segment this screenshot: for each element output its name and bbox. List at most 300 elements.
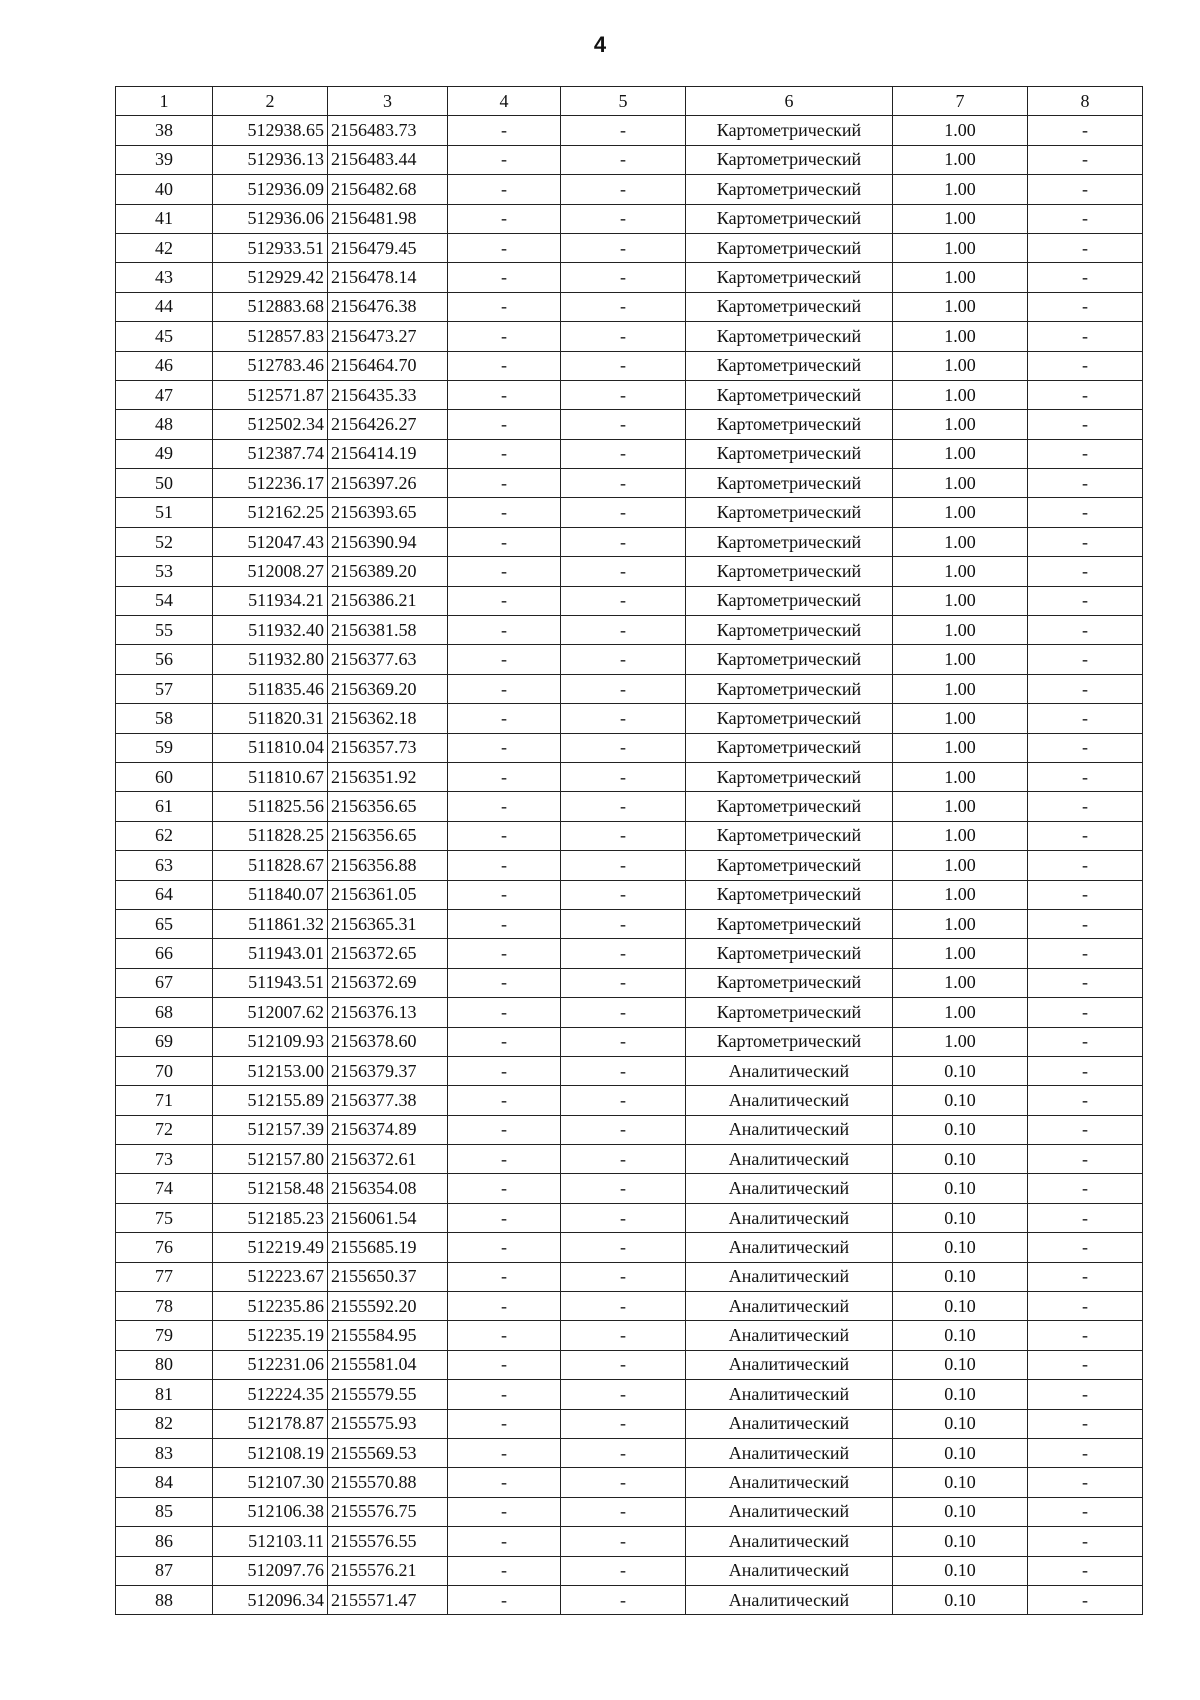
col-8-value: - (1028, 351, 1143, 380)
col-8-value: - (1028, 469, 1143, 498)
y-coordinate: 2156390.94 (328, 527, 448, 556)
col-5-value: - (561, 1321, 686, 1350)
col-5-value: - (561, 322, 686, 351)
method: Картометрический (686, 498, 893, 527)
col-4-value: - (448, 1292, 561, 1321)
point-number: 45 (116, 322, 213, 351)
col-5-value: - (561, 704, 686, 733)
method: Картометрический (686, 645, 893, 674)
col-4-value: - (448, 1115, 561, 1144)
column-header-3: 3 (328, 87, 448, 116)
col-8-value: - (1028, 175, 1143, 204)
method: Картометрический (686, 292, 893, 321)
y-coordinate: 2156473.27 (328, 322, 448, 351)
accuracy: 1.00 (893, 586, 1028, 615)
point-number: 42 (116, 233, 213, 262)
col-4-value: - (448, 645, 561, 674)
col-8-value: - (1028, 233, 1143, 262)
x-coordinate: 512387.74 (213, 439, 328, 468)
col-5-value: - (561, 1115, 686, 1144)
column-header-2: 2 (213, 87, 328, 116)
col-8-value: - (1028, 322, 1143, 351)
method: Картометрический (686, 733, 893, 762)
col-5-value: - (561, 145, 686, 174)
col-5-value: - (561, 1380, 686, 1409)
x-coordinate: 512178.87 (213, 1409, 328, 1438)
accuracy: 1.00 (893, 851, 1028, 880)
x-coordinate: 512109.93 (213, 1027, 328, 1056)
y-coordinate: 2156365.31 (328, 909, 448, 938)
point-number: 86 (116, 1527, 213, 1556)
col-8-value: - (1028, 1438, 1143, 1467)
point-number: 84 (116, 1468, 213, 1497)
x-coordinate: 512929.42 (213, 263, 328, 292)
col-8-value: - (1028, 1174, 1143, 1203)
col-4-value: - (448, 674, 561, 703)
method: Аналитический (686, 1292, 893, 1321)
method: Картометрический (686, 939, 893, 968)
table-row (116, 351, 1143, 380)
col-8-value: - (1028, 1233, 1143, 1262)
table-row (116, 1203, 1143, 1232)
method: Аналитический (686, 1233, 893, 1262)
table-row (116, 263, 1143, 292)
col-8-value: - (1028, 1321, 1143, 1350)
table-row (116, 233, 1143, 262)
accuracy: 1.00 (893, 1027, 1028, 1056)
col-8-value: - (1028, 1145, 1143, 1174)
y-coordinate: 2156377.63 (328, 645, 448, 674)
y-coordinate: 2155584.95 (328, 1321, 448, 1350)
method: Аналитический (686, 1585, 893, 1614)
accuracy: 1.00 (893, 498, 1028, 527)
col-8-value: - (1028, 998, 1143, 1027)
accuracy: 0.10 (893, 1262, 1028, 1291)
y-coordinate: 2156372.61 (328, 1145, 448, 1174)
col-5-value: - (561, 1233, 686, 1262)
col-4-value: - (448, 1233, 561, 1262)
point-number: 82 (116, 1409, 213, 1438)
accuracy: 0.10 (893, 1233, 1028, 1262)
x-coordinate: 511943.51 (213, 968, 328, 997)
accuracy: 1.00 (893, 616, 1028, 645)
accuracy: 1.00 (893, 527, 1028, 556)
col-5-value: - (561, 1292, 686, 1321)
col-8-value: - (1028, 1350, 1143, 1379)
x-coordinate: 511835.46 (213, 674, 328, 703)
col-4-value: - (448, 998, 561, 1027)
col-5-value: - (561, 851, 686, 880)
point-number: 65 (116, 909, 213, 938)
y-coordinate: 2155570.88 (328, 1468, 448, 1497)
accuracy: 0.10 (893, 1438, 1028, 1467)
y-coordinate: 2156377.38 (328, 1086, 448, 1115)
table-row (116, 380, 1143, 409)
x-coordinate: 512883.68 (213, 292, 328, 321)
table-row (116, 880, 1143, 909)
y-coordinate: 2156393.65 (328, 498, 448, 527)
col-4-value: - (448, 1321, 561, 1350)
table-row (116, 204, 1143, 233)
col-8-value: - (1028, 674, 1143, 703)
table-row (116, 1174, 1143, 1203)
accuracy: 1.00 (893, 322, 1028, 351)
col-8-value: - (1028, 1086, 1143, 1115)
col-5-value: - (561, 439, 686, 468)
col-5-value: - (561, 880, 686, 909)
x-coordinate: 512106.38 (213, 1497, 328, 1526)
y-coordinate: 2156351.92 (328, 762, 448, 791)
point-number: 71 (116, 1086, 213, 1115)
col-5-value: - (561, 557, 686, 586)
col-5-value: - (561, 410, 686, 439)
method: Картометрический (686, 1027, 893, 1056)
y-coordinate: 2156481.98 (328, 204, 448, 233)
col-4-value: - (448, 145, 561, 174)
col-5-value: - (561, 1527, 686, 1556)
col-8-value: - (1028, 1468, 1143, 1497)
y-coordinate: 2156386.21 (328, 586, 448, 615)
col-4-value: - (448, 1174, 561, 1203)
x-coordinate: 512502.34 (213, 410, 328, 439)
col-4-value: - (448, 410, 561, 439)
method: Картометрический (686, 851, 893, 880)
table-row (116, 1409, 1143, 1438)
method: Картометрический (686, 880, 893, 909)
method: Картометрический (686, 175, 893, 204)
accuracy: 0.10 (893, 1380, 1028, 1409)
point-number: 52 (116, 527, 213, 556)
accuracy: 0.10 (893, 1174, 1028, 1203)
col-4-value: - (448, 1527, 561, 1556)
point-number: 75 (116, 1203, 213, 1232)
col-5-value: - (561, 1585, 686, 1614)
point-number: 62 (116, 821, 213, 850)
table-row (116, 1056, 1143, 1085)
table-row (116, 527, 1143, 556)
col-8-value: - (1028, 1292, 1143, 1321)
method: Картометрический (686, 263, 893, 292)
table-row (116, 909, 1143, 938)
y-coordinate: 2156362.18 (328, 704, 448, 733)
point-number: 54 (116, 586, 213, 615)
col-8-value: - (1028, 263, 1143, 292)
method: Аналитический (686, 1527, 893, 1556)
x-coordinate: 512096.34 (213, 1585, 328, 1614)
y-coordinate: 2156397.26 (328, 469, 448, 498)
method: Аналитический (686, 1380, 893, 1409)
x-coordinate: 512097.76 (213, 1556, 328, 1585)
y-coordinate: 2156379.37 (328, 1056, 448, 1085)
col-4-value: - (448, 1056, 561, 1085)
col-5-value: - (561, 263, 686, 292)
col-4-value: - (448, 263, 561, 292)
point-number: 50 (116, 469, 213, 498)
method: Аналитический (686, 1262, 893, 1291)
col-8-value: - (1028, 527, 1143, 556)
col-4-value: - (448, 292, 561, 321)
col-5-value: - (561, 674, 686, 703)
col-5-value: - (561, 1056, 686, 1085)
accuracy: 0.10 (893, 1409, 1028, 1438)
col-4-value: - (448, 1086, 561, 1115)
method: Аналитический (686, 1321, 893, 1350)
table-row (116, 1468, 1143, 1497)
accuracy: 1.00 (893, 469, 1028, 498)
accuracy: 0.10 (893, 1292, 1028, 1321)
col-5-value: - (561, 1438, 686, 1467)
col-5-value: - (561, 469, 686, 498)
x-coordinate: 512571.87 (213, 380, 328, 409)
point-number: 48 (116, 410, 213, 439)
table-row (116, 1262, 1143, 1291)
x-coordinate: 512047.43 (213, 527, 328, 556)
method: Аналитический (686, 1409, 893, 1438)
point-number: 81 (116, 1380, 213, 1409)
col-4-value: - (448, 1350, 561, 1379)
col-5-value: - (561, 1350, 686, 1379)
method: Аналитический (686, 1056, 893, 1085)
table-row (116, 821, 1143, 850)
point-number: 60 (116, 762, 213, 791)
x-coordinate: 512107.30 (213, 1468, 328, 1497)
accuracy: 1.00 (893, 939, 1028, 968)
col-8-value: - (1028, 1497, 1143, 1526)
col-5-value: - (561, 292, 686, 321)
col-8-value: - (1028, 704, 1143, 733)
table-row (116, 1086, 1143, 1115)
table-row (116, 968, 1143, 997)
col-5-value: - (561, 968, 686, 997)
y-coordinate: 2155575.93 (328, 1409, 448, 1438)
x-coordinate: 512857.83 (213, 322, 328, 351)
col-4-value: - (448, 1585, 561, 1614)
x-coordinate: 511932.80 (213, 645, 328, 674)
y-coordinate: 2155579.55 (328, 1380, 448, 1409)
col-4-value: - (448, 1203, 561, 1232)
col-8-value: - (1028, 1585, 1143, 1614)
method: Аналитический (686, 1438, 893, 1467)
table-row (116, 1497, 1143, 1526)
accuracy: 1.00 (893, 674, 1028, 703)
table-row (116, 116, 1143, 145)
x-coordinate: 512155.89 (213, 1086, 328, 1115)
accuracy: 0.10 (893, 1350, 1028, 1379)
col-4-value: - (448, 557, 561, 586)
y-coordinate: 2156374.89 (328, 1115, 448, 1144)
x-coordinate: 512007.62 (213, 998, 328, 1027)
table-row (116, 645, 1143, 674)
x-coordinate: 512936.13 (213, 145, 328, 174)
col-5-value: - (561, 1468, 686, 1497)
x-coordinate: 511820.31 (213, 704, 328, 733)
accuracy: 1.00 (893, 998, 1028, 1027)
y-coordinate: 2156372.69 (328, 968, 448, 997)
col-8-value: - (1028, 292, 1143, 321)
x-coordinate: 511934.21 (213, 586, 328, 615)
col-4-value: - (448, 1027, 561, 1056)
y-coordinate: 2155650.37 (328, 1262, 448, 1291)
x-coordinate: 511840.07 (213, 880, 328, 909)
col-5-value: - (561, 233, 686, 262)
col-5-value: - (561, 792, 686, 821)
col-4-value: - (448, 527, 561, 556)
col-4-value: - (448, 1497, 561, 1526)
col-4-value: - (448, 821, 561, 850)
point-number: 66 (116, 939, 213, 968)
method: Картометрический (686, 557, 893, 586)
col-5-value: - (561, 175, 686, 204)
y-coordinate: 2156369.20 (328, 674, 448, 703)
method: Картометрический (686, 116, 893, 145)
column-header-8: 8 (1028, 87, 1143, 116)
table-row (116, 1585, 1143, 1614)
method: Картометрический (686, 762, 893, 791)
col-4-value: - (448, 762, 561, 791)
method: Аналитический (686, 1115, 893, 1144)
y-coordinate: 2156435.33 (328, 380, 448, 409)
col-5-value: - (561, 762, 686, 791)
method: Картометрический (686, 233, 893, 262)
x-coordinate: 511932.40 (213, 616, 328, 645)
x-coordinate: 512224.35 (213, 1380, 328, 1409)
method: Картометрический (686, 527, 893, 556)
col-8-value: - (1028, 204, 1143, 233)
point-number: 61 (116, 792, 213, 821)
accuracy: 0.10 (893, 1585, 1028, 1614)
point-number: 64 (116, 880, 213, 909)
accuracy: 0.10 (893, 1497, 1028, 1526)
column-header-4: 4 (448, 87, 561, 116)
y-coordinate: 2156483.44 (328, 145, 448, 174)
y-coordinate: 2156354.08 (328, 1174, 448, 1203)
y-coordinate: 2155592.20 (328, 1292, 448, 1321)
col-4-value: - (448, 792, 561, 821)
y-coordinate: 2156479.45 (328, 233, 448, 262)
accuracy: 1.00 (893, 292, 1028, 321)
col-8-value: - (1028, 909, 1143, 938)
method: Картометрический (686, 674, 893, 703)
accuracy: 0.10 (893, 1115, 1028, 1144)
y-coordinate: 2156356.88 (328, 851, 448, 880)
point-number: 56 (116, 645, 213, 674)
col-4-value: - (448, 469, 561, 498)
column-header-7: 7 (893, 87, 1028, 116)
col-5-value: - (561, 821, 686, 850)
col-5-value: - (561, 733, 686, 762)
col-8-value: - (1028, 380, 1143, 409)
point-number: 68 (116, 998, 213, 1027)
header-row (116, 87, 1143, 116)
col-5-value: - (561, 1409, 686, 1438)
accuracy: 1.00 (893, 380, 1028, 409)
x-coordinate: 512938.65 (213, 116, 328, 145)
col-5-value: - (561, 1556, 686, 1585)
col-8-value: - (1028, 1056, 1143, 1085)
accuracy: 0.10 (893, 1321, 1028, 1350)
accuracy: 1.00 (893, 645, 1028, 674)
x-coordinate: 512219.49 (213, 1233, 328, 1262)
y-coordinate: 2155581.04 (328, 1350, 448, 1379)
col-5-value: - (561, 1174, 686, 1203)
point-number: 85 (116, 1497, 213, 1526)
col-4-value: - (448, 939, 561, 968)
col-4-value: - (448, 322, 561, 351)
x-coordinate: 511861.32 (213, 909, 328, 938)
col-4-value: - (448, 116, 561, 145)
y-coordinate: 2155576.21 (328, 1556, 448, 1585)
col-4-value: - (448, 498, 561, 527)
method: Картометрический (686, 909, 893, 938)
col-8-value: - (1028, 1409, 1143, 1438)
x-coordinate: 512783.46 (213, 351, 328, 380)
col-5-value: - (561, 116, 686, 145)
col-8-value: - (1028, 557, 1143, 586)
accuracy: 1.00 (893, 909, 1028, 938)
table-body (116, 116, 1143, 1615)
col-8-value: - (1028, 616, 1143, 645)
x-coordinate: 511810.67 (213, 762, 328, 791)
table-row (116, 1145, 1143, 1174)
point-number: 55 (116, 616, 213, 645)
point-number: 76 (116, 1233, 213, 1262)
y-coordinate: 2156482.68 (328, 175, 448, 204)
method: Картометрический (686, 704, 893, 733)
table-row (116, 1027, 1143, 1056)
method: Аналитический (686, 1086, 893, 1115)
table-row (116, 616, 1143, 645)
y-coordinate: 2156061.54 (328, 1203, 448, 1232)
y-coordinate: 2155685.19 (328, 1233, 448, 1262)
table-row (116, 1321, 1143, 1350)
point-number: 78 (116, 1292, 213, 1321)
point-number: 51 (116, 498, 213, 527)
col-8-value: - (1028, 851, 1143, 880)
col-4-value: - (448, 733, 561, 762)
col-8-value: - (1028, 1380, 1143, 1409)
col-8-value: - (1028, 586, 1143, 615)
method: Аналитический (686, 1174, 893, 1203)
col-5-value: - (561, 616, 686, 645)
x-coordinate: 511810.04 (213, 733, 328, 762)
x-coordinate: 512157.39 (213, 1115, 328, 1144)
col-5-value: - (561, 1203, 686, 1232)
col-5-value: - (561, 1497, 686, 1526)
x-coordinate: 511825.56 (213, 792, 328, 821)
col-4-value: - (448, 1468, 561, 1497)
col-4-value: - (448, 704, 561, 733)
x-coordinate: 512157.80 (213, 1145, 328, 1174)
y-coordinate: 2156356.65 (328, 821, 448, 850)
col-5-value: - (561, 909, 686, 938)
point-number: 80 (116, 1350, 213, 1379)
method: Картометрический (686, 410, 893, 439)
col-8-value: - (1028, 1203, 1143, 1232)
accuracy: 1.00 (893, 263, 1028, 292)
y-coordinate: 2155576.55 (328, 1527, 448, 1556)
x-coordinate: 512158.48 (213, 1174, 328, 1203)
x-coordinate: 512153.00 (213, 1056, 328, 1085)
table-row (116, 469, 1143, 498)
table-row (116, 1556, 1143, 1585)
point-number: 43 (116, 263, 213, 292)
col-8-value: - (1028, 792, 1143, 821)
table-row (116, 998, 1143, 1027)
method: Картометрический (686, 821, 893, 850)
x-coordinate: 511828.67 (213, 851, 328, 880)
method: Картометрический (686, 351, 893, 380)
accuracy: 1.00 (893, 175, 1028, 204)
